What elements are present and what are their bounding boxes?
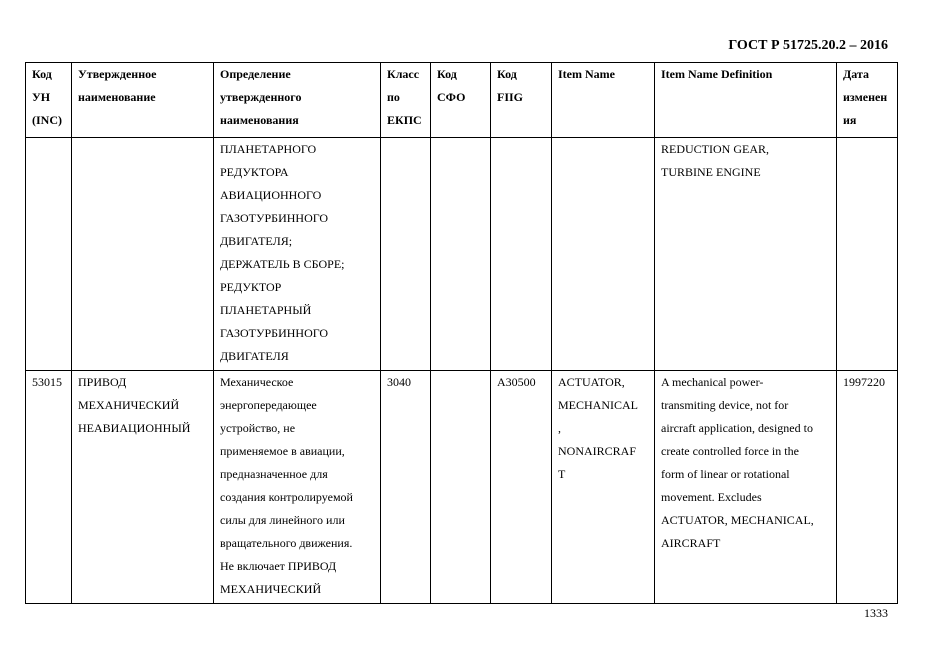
text-line: aircraft application, designed to	[661, 421, 813, 435]
text-line: ACTUATOR, MECHANICAL,	[661, 513, 814, 527]
table-header-row	[26, 63, 898, 138]
table-row	[26, 138, 898, 371]
cell-inc	[26, 138, 72, 371]
text-line: устройство, не	[220, 421, 296, 435]
cell-fiig	[491, 138, 552, 371]
text-line: Код	[437, 67, 457, 81]
cell-item-name-definition	[655, 138, 837, 371]
text-line: form of linear or rotational	[661, 467, 790, 481]
text-line: Код	[497, 67, 517, 81]
standard-header: ГОСТ Р 51725.20.2 – 2016	[728, 38, 888, 53]
text-line: Дата	[843, 67, 869, 81]
text-line: Item Name	[558, 67, 615, 81]
text-line: TURBINE ENGINE	[661, 165, 761, 179]
text-line: МЕХАНИЧЕСКИЙ	[220, 582, 322, 596]
text-line: ГАЗОТУРБИННОГО	[220, 326, 329, 340]
text-line: MECHANICAL	[558, 398, 638, 412]
cell-class	[381, 138, 431, 371]
header-date	[837, 63, 898, 138]
cell-sfo	[431, 371, 491, 604]
text-line: утвержденного	[220, 90, 302, 104]
text-line: NONAIRCRAF	[558, 444, 637, 458]
text-line: ДЕРЖАТЕЛЬ В СБОРЕ;	[220, 257, 345, 271]
text-line: СФО	[437, 90, 466, 104]
text-line: Механическое	[220, 375, 294, 389]
text-line: ДВИГАТЕЛЯ;	[220, 234, 293, 248]
text-line: по	[387, 90, 400, 104]
text-line: Класс	[387, 67, 420, 81]
text-line: ЕКПС	[387, 113, 422, 127]
text-line: ПЛАНЕТАРНОГО	[220, 142, 317, 156]
text-line: вращательного движения.	[220, 536, 353, 550]
text-line: Утвержденное	[78, 67, 157, 81]
cell-definition	[214, 371, 381, 604]
cell-item-name	[552, 138, 655, 371]
text-line: (INC)	[32, 113, 62, 127]
text-line: силы для линейного или	[220, 513, 345, 527]
text-line: movement. Excludes	[661, 490, 762, 504]
text-line: создания контролируемой	[220, 490, 353, 504]
cell-sfo	[431, 138, 491, 371]
text-line: изменен	[843, 90, 888, 104]
cell-name	[72, 371, 214, 604]
text-line: применяемое в авиации,	[220, 444, 345, 458]
text-line: A mechanical power-	[661, 375, 764, 389]
text-line: РЕДУКТОР	[220, 280, 282, 294]
text-line: ДВИГАТЕЛЯ	[220, 349, 289, 363]
text-line: УН	[32, 90, 51, 104]
header-item-name-definition	[655, 63, 837, 138]
text-line: ия	[843, 113, 857, 127]
text-line: энергопередающее	[220, 398, 317, 412]
header-inc	[26, 63, 72, 138]
text-line: НЕАВИАЦИОННЫЙ	[78, 421, 191, 435]
header-definition	[214, 63, 381, 138]
text-line: Код	[32, 67, 52, 81]
cell-inc: 53015	[26, 371, 72, 604]
header-approved-name	[72, 63, 214, 138]
header-class	[381, 63, 431, 138]
text-line: МЕХАНИЧЕСКИЙ	[78, 398, 180, 412]
text-line: Не включает ПРИВОД	[220, 559, 337, 573]
page-number: 1333	[864, 606, 888, 620]
catalog-table	[25, 62, 898, 604]
cell-name	[72, 138, 214, 371]
text-line: ACTUATOR,	[558, 375, 625, 389]
text-line: transmiting device, not for	[661, 398, 789, 412]
cell-item-name-definition	[655, 371, 837, 604]
header-sfo	[431, 63, 491, 138]
text-line: Item Name Definition	[661, 67, 773, 81]
text-line: Определение	[220, 67, 291, 81]
text-line: АВИАЦИОННОГО	[220, 188, 322, 202]
cell-date	[837, 138, 898, 371]
table-row	[26, 371, 898, 604]
text-line: наименования	[220, 113, 299, 127]
text-line: ПРИВОД	[78, 375, 127, 389]
header-fiig	[491, 63, 552, 138]
text-line: РЕДУКТОРА	[220, 165, 289, 179]
text-line: ПЛАНЕТАРНЫЙ	[220, 303, 312, 317]
text-line: T	[558, 467, 566, 481]
text-line: FIIG	[497, 90, 524, 104]
text-line: create controlled force in the	[661, 444, 799, 458]
text-line: наименование	[78, 90, 156, 104]
text-line: ,	[558, 421, 561, 435]
text-line: предназначенное для	[220, 467, 328, 481]
cell-date: 1997220	[837, 371, 898, 604]
text-line: AIRCRAFT	[661, 536, 721, 550]
cell-item-name	[552, 371, 655, 604]
cell-class: 3040	[381, 371, 431, 604]
cell-fiig: A30500	[491, 371, 552, 604]
text-line: ГАЗОТУРБИННОГО	[220, 211, 329, 225]
header-item-name	[552, 63, 655, 138]
text-line: REDUCTION GEAR,	[661, 142, 769, 156]
cell-definition	[214, 138, 381, 371]
